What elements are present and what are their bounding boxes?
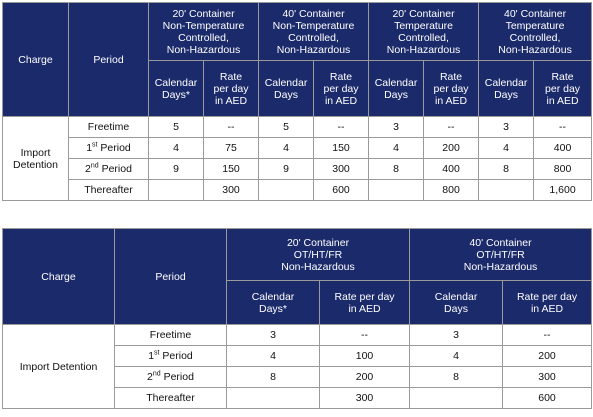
value-cell: 100 [320,346,410,367]
group-header: 40' Container OT/HT/FR Non-Hazardous [410,229,592,281]
group-header: 40' Container Non-Temperature Controlled, Non-Hazardous [259,3,369,61]
value-cell: 3 [369,117,424,138]
value-cell: 800 [424,180,479,201]
value-cell: 150 [204,159,259,180]
period-cell: 1st Period [115,346,227,367]
subheader-calendar-days: Calendar Days [369,61,424,117]
table-row [3,325,592,346]
value-cell: 4 [369,138,424,159]
period-cell: Freetime [69,117,149,138]
group-header: 20' Container OT/HT/FR Non-Hazardous [227,229,410,281]
detention-table-special [2,228,592,409]
table-row [3,159,592,180]
value-cell: 1,600 [534,180,592,201]
value-cell: 600 [503,388,592,409]
period-cell: 2nd Period [69,159,149,180]
detention-table-standard [2,2,592,201]
value-cell: 300 [320,388,410,409]
subheader-rate: Rate per day in AED [534,61,592,117]
subheader-calendar-days: Calendar Days* [227,281,320,325]
period-cell: Thereafter [115,388,227,409]
subheader-rate: Rate per day in AED [320,281,410,325]
subheader-rate: Rate per day in AED [204,61,259,117]
period-header: Period [115,229,227,325]
value-cell: -- [503,325,592,346]
group-header: 40' Container Temperature Controlled, Non-Hazardous [479,3,592,61]
table-row [3,117,592,138]
value-cell: 8 [479,159,534,180]
period-header: Period [69,3,149,117]
value-cell: 600 [314,180,369,201]
value-cell: -- [314,117,369,138]
value-cell [410,388,503,409]
value-cell: 8 [410,367,503,388]
value-cell: 200 [320,367,410,388]
value-cell: -- [424,117,479,138]
table-row [3,138,592,159]
charge-header: Charge [3,3,69,117]
value-cell: 150 [314,138,369,159]
value-cell: 200 [503,346,592,367]
value-cell: 4 [227,346,320,367]
value-cell: 400 [534,138,592,159]
subheader-calendar-days: Calendar Days [479,61,534,117]
value-cell [369,180,424,201]
value-cell: 9 [149,159,204,180]
period-cell: 1st Period [69,138,149,159]
charge-header: Charge [3,229,115,325]
group-header: 20' Container Non-Temperature Controlled, Non-Hazardous [149,3,259,61]
value-cell: 4 [410,346,503,367]
value-cell: 8 [227,367,320,388]
value-cell: 9 [259,159,314,180]
value-cell [259,180,314,201]
subheader-rate: Rate per day in AED [424,61,479,117]
period-cell: Freetime [115,325,227,346]
value-cell: -- [320,325,410,346]
group-header: 20' Container Temperature Controlled, Non-Hazardous [369,3,479,61]
value-cell: 200 [424,138,479,159]
value-cell: 5 [259,117,314,138]
subheader-calendar-days: Calendar Days [410,281,503,325]
charge-cell: Import Detention [3,325,115,409]
subheader-calendar-days: Calendar Days* [149,61,204,117]
period-cell: Thereafter [69,180,149,201]
value-cell [227,388,320,409]
value-cell: 3 [410,325,503,346]
value-cell: 4 [479,138,534,159]
value-cell: 4 [259,138,314,159]
period-cell: 2nd Period [115,367,227,388]
subheader-calendar-days: Calendar Days [259,61,314,117]
value-cell: 300 [503,367,592,388]
value-cell: 400 [424,159,479,180]
value-cell: 3 [479,117,534,138]
value-cell [149,180,204,201]
value-cell: 5 [149,117,204,138]
value-cell: -- [534,117,592,138]
value-cell: 800 [534,159,592,180]
charge-cell: Import Detention [3,117,69,201]
value-cell: 300 [314,159,369,180]
subheader-rate: Rate per day in AED [314,61,369,117]
value-cell: -- [204,117,259,138]
value-cell: 4 [149,138,204,159]
subheader-rate: Rate per day in AED [503,281,592,325]
value-cell: 3 [227,325,320,346]
value-cell [479,180,534,201]
value-cell: 75 [204,138,259,159]
value-cell: 300 [204,180,259,201]
value-cell: 8 [369,159,424,180]
table-row [3,180,592,201]
